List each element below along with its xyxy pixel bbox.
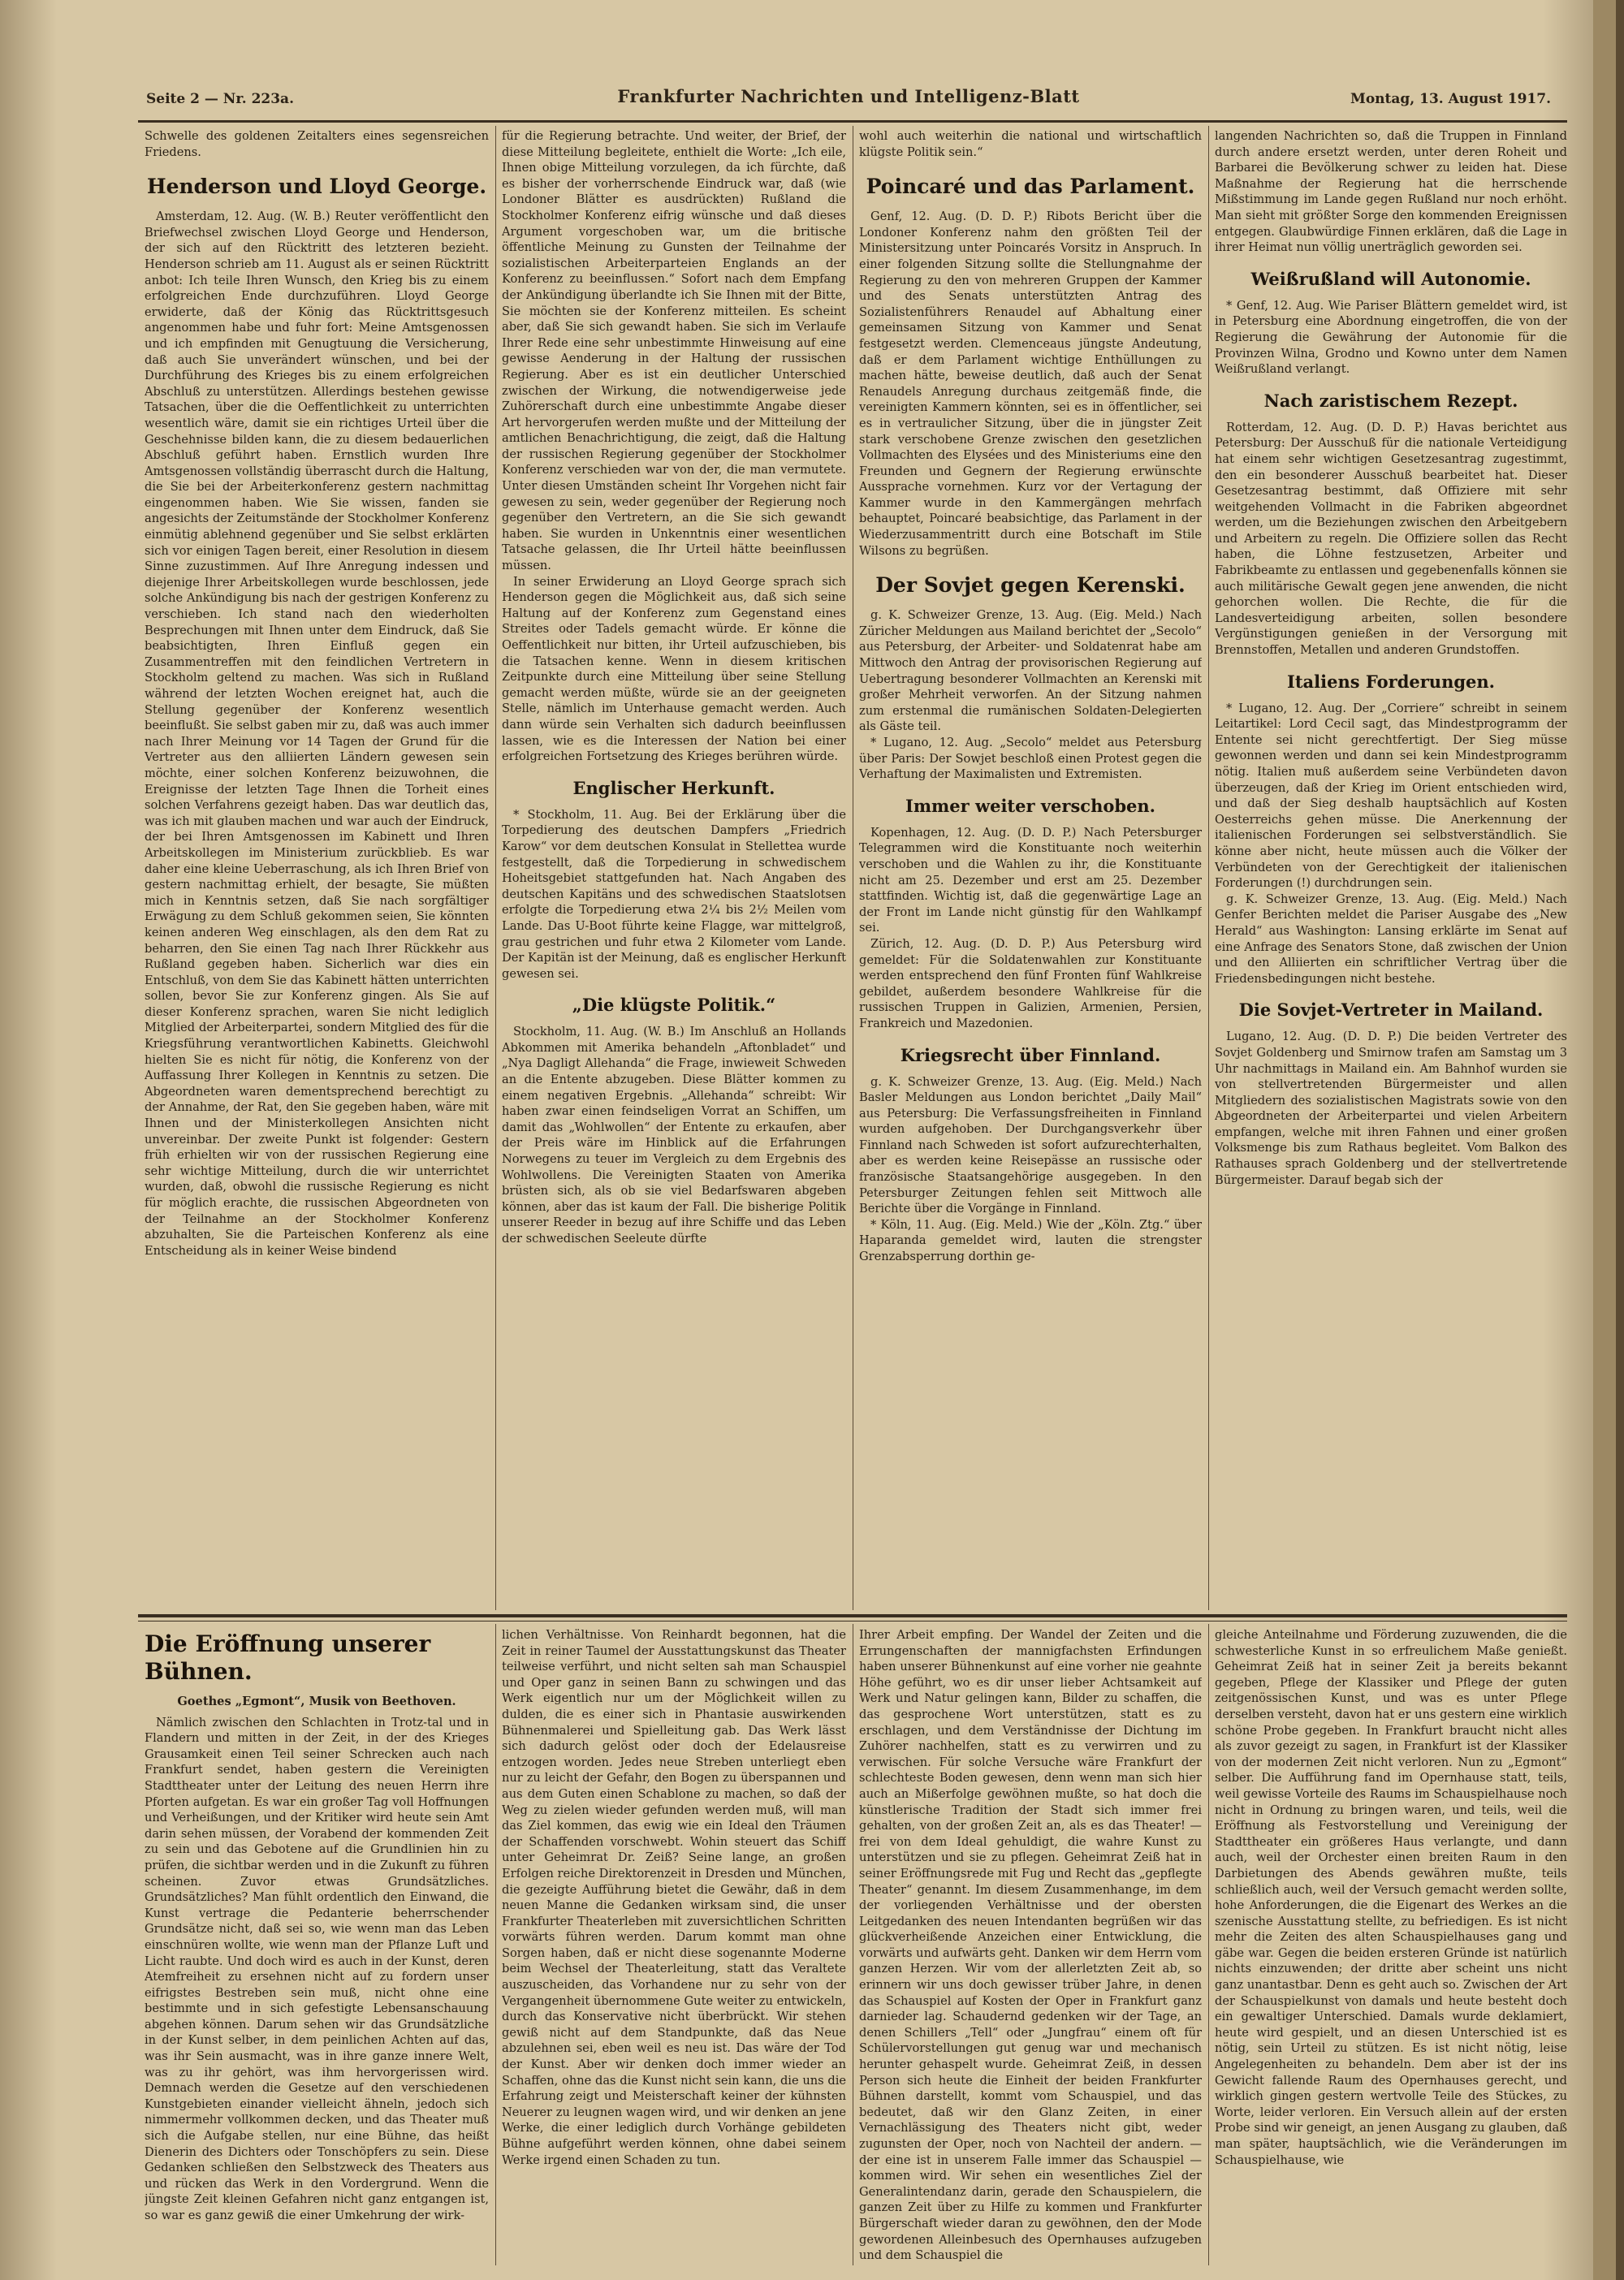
article-continuation: wohl auch weiterhin die national und wirtschaftlich klügste Politik sein.“	[859, 129, 1202, 159]
article-body: g. K. Schweizer Grenze, 13. Aug. (Eig. Meld.) Nach Züricher Meldungen aus Mailand berichtet der „Secolo“ aus Petersburg, der Arbeiter- und Soldatenrat habe am Mittwoch den Antrag der provisorischen Regierung auf Uebertragung besonderer Vollmachten an Kerenski mit großer Mehrheit verworfen. An der Sitzung nahmen zum erstenmal die rumänischen Soldaten-Delegierten als Gäste teil.	[859, 608, 1202, 734]
page-number: Seite 2 — Nr. 223a.	[146, 91, 294, 107]
article-body: * Lugano, 12. Aug. „Secolo“ meldet aus Petersburg über Paris: Der Sowjet beschloß einen Protest gegen die Verhaftung der Maximalisten und Extremisten.	[859, 736, 1202, 782]
column-3	[859, 128, 1202, 1613]
headline-poincare: Poincaré und das Parlament.	[866, 175, 1195, 199]
feuilleton-column-1	[145, 1627, 489, 2265]
article-body: * Stockholm, 11. Aug. Bei der Erklärung über die Torpedierung des deutschen Dampfers „Friedrich Karow“ vor dem deutschen Konsulat in Stellettea wurde festgestellt, daß die Torpedierung in schwedischem Hoheitsgebiet stattgefunden hat. Nach Angaben des deutschen Kapitäns und des schwedischen Staatslotsen erfolgte die Torpedierung etwa 2¼ bis 2½ Meilen vom Lande. Das U-Boot führte keine Flagge, war mittelgroß, grau gestrichen und fuhr etwa 2 Kilometer vom Lande. Der Kapitän ist der Meinung, daß es englischer Herkunft gewesen sei.	[502, 807, 846, 981]
masthead-title: Frankfurter Nachrichten und Intelligenz-Blatt	[617, 86, 1080, 106]
feuilleton-column-4	[1215, 1627, 1567, 2265]
column-4	[1215, 128, 1567, 1613]
article-body: In seiner Erwiderung an Lloyd George sprach sich Henderson gegen die Möglichkeit aus, daß sich seine Haltung auf der Konferenz zum Gegenstand eines Streites oder Tadels gemacht würde. Er könne die Oeffentlichkeit nur bitten, ihr Urteil aufzuschieben, bis die Tatsachen kenne. Wenn in diesem kritischen Zeitpunkte durch eine Mitteilung über seine Stellung gemacht werden müßte, würde sie an der geeigneten Stelle, nämlich im Unterhause gemacht werden. Auch dann würde sein Verhalten sich dadurch beeinflussen lassen, wie es die Interessen der Nation bei einer erfolgreichen Fortsetzung des Krieges berühren würde.	[502, 574, 846, 764]
article-body: Genf, 12. Aug. (D. D. P.) Ribots Bericht über die Londoner Konferenz nahm den größten Teil der Ministersitzung unter Poincarés Vorsitz in Anspruch. In einer folgenden Sitzung sollte die Stellungnahme der Regierung zu den von mehreren Gruppen der Kammer und des Senats unterstützten Antrag des Sozialistenführers Renaudel auf Abhaltung einer gemeinsamen Sitzung von Kammer und Senat festgesetzt werden. Clemenceaus jüngste Andeutung, daß er dem Parlament wichtige Enthüllungen zu machen hätte, beweise deutlich, daß auch der Senat Renaudels Anregung durchaus zeitgemäß finde, die vereinigten Kammern könnten, sei es in öffentlicher, sei es in vertraulicher Sitzung, über die in jüngster Zeit stark verschobene Grenze zwischen den gesetzlichen Vollmachten des Elysées und des Ministeriums eine den Freunden und Gegnern der Regierung erwünschte Aussprache vornehmen. Kurz vor der Vertagung der Kammer wurde in den Kammergängen mehrfach behauptet, Poincaré beabsichtige, das Parlament in der Wiederzusammentritt durch eine Botschaft im Stile Wilsons zu begrüßen.	[859, 209, 1202, 558]
headline-kriegsrecht: Kriegsrecht über Finnland.	[900, 1044, 1161, 1065]
headline-italien: Italiens Forderungen.	[1287, 671, 1495, 692]
header-rule	[138, 120, 1567, 123]
headline-henderson: Henderson und Lloyd George.	[146, 175, 487, 199]
article-continuation: Schwelle des goldenen Zeitalters eines segensreichen Friedens.	[145, 129, 489, 159]
column-rule	[495, 1624, 496, 2265]
article-body: * Lugano, 12. Aug. Der „Corriere“ schreibt in seinem Leitartikel: Lord Cecil sagt, das Mindestprogramm der Entente sei nicht gerechtfertigt. Der Sieg müsse gewonnen werden und dann sei kein Mindestprogramm nötig. Italien muß außerdem seine Verbündeten davon überzeugen, daß der Krieg im Orient entschieden wird, und daß der Sieg deshalb hauptsächlich auf Kosten Oesterreichs gehen müsse. Die Anerkennung der italienischen Forderungen sei selbstverständlich. Sie könne aber nicht, heute müssen auch die Völker der Verbündeten von der Gerechtigkeit der italienischen Forderungen (!) durchdrungen sein.	[1215, 701, 1567, 891]
feuilleton-column-2	[502, 1627, 846, 2265]
article-body: Stockholm, 11. Aug. (W. B.) Im Anschluß an Hollands Abkommen mit Amerika behandeln „Aftonbladet“ und „Nya Dagligt Allehanda“ die Frage, inwieweit Schweden an die Entente abzugeben. Diese Blätter kommen zu einem negativen Ergebnis. „Allehanda“ schreibt: Wir haben zwar einen feindseligen Vorrat an Schiffen, um damit das „Wohlwollen“ der Entente zu erkaufen, aber der Preis wäre im Hinblick auf die Erfahrungen Norwegens zu teuer im Vergleich zu dem Ergebnis des Wohlwollens. Die Vereinigten Staaten von Amerika brüsten sich, als ob sie viel Bedarfswaren abgeben können, aber das ist kaum der Fall. Die bisherige Politik unserer Reeder in bezug auf ihre Schiffe und das Leben der schwedischen Seeleute dürfte	[502, 1025, 846, 1246]
article-body: Rotterdam, 12. Aug. (D. D. P.) Havas berichtet aus Petersburg: Der Ausschuß für die nationale Verteidigung hat einem sehr wichtigen Gesetzesantrag zugestimmt, den ein besonderer Ausschuß bearbeitet hat. Dieser Gesetzesantrag bestimmt, daß Offiziere mit sehr weitgehenden Vollmacht in die Fabriken abgeordnet werden, um die Beziehungen zwischen den Arbeitgebern und Arbeitern zu regeln. Die Offiziere sollen das Recht haben, die Löhne festzusetzen, Arbeiter und Fabrikbeamte zu entlassen und gegebenenfalls können sie auch militärische Gewalt gegen jene anwenden, die nicht gehorchen wollen. Die Rechte, die für die Landesverteidigung arbeiten, sollen besondere Vergünstigungen genießen in der Versorgung mit Brennstoffen, Metallen und anderen Grundstoffen.	[1215, 420, 1567, 658]
article-body: g. K. Schweizer Grenze, 13. Aug. (Eig. Meld.) Nach Genfer Berichten meldet die Pariser Ausgabe des „New Herald“ aus Washington: Lansing erklärte im Senat auf eine Anfrage des Senators Stone, daß zwischen der Union und den Alliierten ein schriftlicher Vertrag über die Friedensbedingungen nicht bestehe.	[1215, 892, 1567, 986]
headline-sovjet-kerenski: Der Sovjet gegen Kerenski.	[875, 573, 1186, 598]
feuilleton-body: Nämlich zwischen den Schlachten in Trotz-tal und in Flandern und mitten in der Zeit, in der des Krieges Grausamkeit einen Teil seiner Schrecken auch nach Frankfurt sendet, haben gestern die Vereinigten Stadttheater unter der Leitung des neuen Herrn ihre Pforten aufgetan. Es war ein großer Tag voll Hoffnungen und Verheißungen, und der Kritiker wird heute sein Amt darin sehen müssen, der Vorabend der kommenden Zeit zu sein und das Gebotene auf die Grundlinien hin zu prüfen, die sichtbar werden und in die Zukunft zu führen scheinen. Zuvor etwas Grundsätzliches. Grundsätzliches? Man fühlt ordentlich den Einwand, die Kunst vertrage die Pedanterie beherrschender Grundsätze nicht, daß sei so, wie wenn man das Leben einschnüren wollte, wie wenn man der Pflanze Luft und Licht raubte. Und doch wird es auch in der Kunst, deren Atemfreiheit zu ersehnen nicht auf zu fordern unser eifrigstes Bestreben sein muß, nicht ohne eine bestimmte und in sich gefestigte Lebensanschauung abgehen können. Darum sehen wir das Grundsätzliche in der Kunst selber, in dem peinlichen Achten auf das, was ihr Sein ausmacht, was in ihre ganze innere Welt, was zu ihr gehört, was ihm hervorgerissen wird. Demnach werden die Gesetze auf den verschiedenen Kunstgebieten einander vielleicht ähneln, jedoch sich nimmermehr vollkommen decken, und das Theater muß sich die Aufgabe stellen, nur eine Bühne, das heißt Dienerin des Dichters oder Tonschöpfers zu sein. Diese Gedanken schließen den Selbstzweck des Theaters aus und rücken das Werk in den Vordergrund. Wenn die jüngste Zeit kleinen Gefahren nicht ganz entgangen ist, so war es ganz gewiß die einer Umkehrung der wirk-	[145, 1715, 489, 2222]
headline-englischer-herkunft: Englischer Herkunft.	[572, 777, 775, 798]
column-2	[502, 128, 846, 1613]
article-body: Amsterdam, 12. Aug. (W. B.) Reuter veröffentlicht den Briefwechsel zwischen Lloyd George und Henderson, der sich auf den Rücktritt des letzteren bezieht. Henderson schrieb am 11. August als er seinen Rücktritt anbot: Ich teile Ihren Wunsch, den Krieg bis zu einem erfolgreichen Ende durchzuführen. Lloyd George erwiderte, daß der König das Rücktrittsgesuch angenommen habe und fuhr fort: Meine Amtsgenossen und ich empfinden mit Genugtuung die Versicherung, daß auch Sie unverändert wünschen, und bei der Durchführung des Krieges bis zu einem erfolgreichen Abschluß zu unterstützen. Allerdings bestehen gewisse Tatsachen, über die die Oeffentlichkeit zu unterrichten wesentlich wäre, damit sie ein richtiges Urteil über die Geschehnisse bilden kann, die zu diesem bedauerlichen Abschluß geführt haben. Ernstlich wurden Ihre Amtsgenossen vollständig überrascht durch die Haltung, die Sie bei der Arbeiterkonferenz gestern nachmittag eingenommen haben. Wie Sie wissen, fanden sie angesichts der Zeitumstände der Stockholmer Konferenz einmütig ablehnend gegenüber und Sie selbst erklärten sich vor einigen Tagen bereit, einer Resolution in diesem Sinne zuzustimmen. Auf Ihre Anregung indessen und diejenige Ihrer Arbeitskollegen wurde beschlossen, jede solche Ankündigung bis nach der gestrigen Konferenz zu verschieben. Ich stand nach den wiederholten Besprechungen mit Ihnen unter dem Eindruck, daß Sie beabsichtigten, Ihren Einfluß gegen ein Zusammentreffen mit den feindlichen Vertretern in Stockholm geltend zu machen. Was sich in Rußland während der letzten Wochen ereignet hat, auch die Stellung gegenüber der Konferenz wesentlich beeinflußt. Sie selbst gaben mir zu, daß was auch immer nach Ihrer Meinung vor 14 Tagen der Grund für die Vertreter aus den alliierten Ländern gewesen sein möchte, einer solchen Konferenz beizuwohnen, die Ereignisse der letzten Tage Ihnen die Torheit eines solchen Verfahrens gezeigt haben. Das war deutlich das, was ich mit glauben machen und war auch der Eindruck, der bei Ihren Amtsgenossen im Kabinett und Ihren Arbeitskollegen im Ministerium zurückblieb. Es war daher eine kleine Ueberraschung, als ich Ihren Brief von gestern nachmittag erhielt, der besagte, Sie müßten mich in Kenntnis setzen, daß Sie nach sorgfältiger Erwägung zu dem Schluß gekommen seien, Sie könnten keinen anderen Weg einschlagen, als den dem Rat zu beharren, den Sie einen Tag nach Ihrer Rückkehr aus Rußland gegeben haben. Sicherlich war dies ein Entschluß, von dem Sie das Kabinett hätten unterrichten sollen, bevor Sie zur Konferenz gingen. Als Sie auf dieser Konferenz sprachen, waren Sie nicht lediglich Mitglied der Arbeiterpartei, sondern Mitglied des für die Kriegsführung verantwortlichen Kabinetts. Gleichwohl hielten Sie es nicht für nötig, die Konferenz von der Auffassung Ihrer Kollegen in Kenntnis zu setzen. Die Abgeordneten waren dementsprechend berechtigt zu der Annahme, der Rat, den Sie gegeben haben, wäre mit Ihnen und der Ministerkollegen Ansichten nicht unvereinbar. Der zweite Punkt ist folgender: Gestern früh erhielten wir von der russischen Regierung eine sehr wichtige Mitteilung, durch die wir unterrichtet wurden, daß, obwohl die russische Regierung es nicht für möglich erachte, die russischen Abgeordneten von der Teilnahme an der Stockholmer Konferenz abzuhalten, Sie die Parteischen Konferenz als eine Entscheidung als in keiner Weise bindend	[145, 209, 489, 1258]
feuilleton-body: gleiche Anteilnahme und Förderung zuzuwenden, die die schwesterliche Kunst in so erfreulichem Maße genießt. Geheimrat Zeiß hat in seiner Zeit ja bereits bekannt gegeben, Pflege der Klassiker und Pflege der guten zeitgenössischen Kunst, und was es unter Pflege derselben versteht, davon hat er uns gestern eine wirklich schöne Probe gegeben. In Frankfurt braucht nicht alles als zuvor gezeigt zu sagen, in Frankfurt ist der Klassiker von der modernen Zeit nicht verloren. Nun zu „Egmont“ selber. Die Aufführung fand im Opernhause statt, teils, weil gewisse Vorteile des Raums im Schauspielhause noch nicht in Ordnung zu bringen waren, und teils, weil die Eröffnung als Festvorstellung und Vereinigung der Stadttheater ein größeres Haus verlangte, und dann auch, weil der Orchester einen breiten Raum in den Darbietungen des Abends gewähren mußte, teils schließlich auch, weil der Versuch gemacht werden sollte, hohe Anforderungen, die die Eigenart des Werkes an die szenische Ausstattung stellte, zu befriedigen. Es ist nicht mehr die Zeiten des alten Schauspielhauses gang und gäbe war. Gegen die beiden ersteren Gründe ist natürlich nichts einzuwenden; der dritte aber scheint uns nicht ganz unantastbar. Denn es geht auch so. Zwischen der Art der Schauspielkunst von damals und heute besteht doch ein gewaltiger Unterschied. Damals wurde deklamiert, heute wird gespielt, und an diesen Unterschied ist es nötig, sein Urteil zu stützen. Es ist nicht nötig, leise Angelegenheiten zu behandeln. Dem aber ist der ins Gewicht fallende Raum des Opernhauses gerecht, und wirklich gingen gestern wertvolle Teile des Stückes, zu Worte, leider verloren. Ein Versuch allein auf der ersten Probe sind wir geneigt, an jenen Ausgang zu glauben, daß man später, hauptsächlich, wie die Veränderungen im Schauspielhause, wie	[1215, 1628, 1567, 2167]
headline-weissrussland: Weißrußland will Autonomie.	[1250, 268, 1531, 289]
article-body: Zürich, 12. Aug. (D. D. P.) Aus Petersburg wird gemeldet: Für die Soldatenwahlen zur Konstituante werden entsprechend den fünf Fronten fünf Wahlkreise gebildet, außerdem besondere Wahlkreise für die russischen Truppen in Galizien, Armenien, Persien, Frankreich und Mazedonien.	[859, 936, 1202, 1030]
feuilleton-column-3	[859, 1627, 1202, 2265]
issue-date: Montag, 13. August 1917.	[1350, 91, 1551, 107]
feuilleton-body: Ihrer Arbeit empfing. Der Wandel der Zeiten und die Errungenschaften der mannigfachsten Erfindungen haben unserer Bühnenkunst auf eine vorher nie geahnte Höhe geführt, wo es dir unser lieber Achtsamkeit auf Werk und Natur gelingen kann, Bilder zu schaffen, die das gesprochene Wort unterstützen, statt es zu erschlagen, und dem Verständnisse der Dichtung im Zuhörer nachhelfen, statt es zu verwirren und zu verwischen. Für solche Versuche wäre Frankfurt der schlechteste Boden gewesen, denn wenn man sich hier auch an Mißerfolge gewöhnen mußte, so hat doch die künstlerische Tradition der Stadt sich immer frei gehalten, von der großen Zeit an, als es das Theater! — frei von dem Ideal gehuldigt, die wahre Kunst zu unterstützen und sie zu pflegen. Geheimrat Zeiß hat in seiner Eröffnungsrede mit Fug und Recht das „gepflegte Theater“ genannt. Im diesem Zusammenhange, im dem der vorliegenden Verhältnisse und der obersten Leitgedanken des neuen Intendanten begrüßen wir das glückverheißende Anzeichen einer Entwicklung, die vorwärts und aufwärts geht. Danken wir dem Herrn vom ganzen Herzen. Wir vom der allerletzten Zeit ab, so erinnern wir uns doch gewisser trüber Jahre, in denen das Schauspiel auf Kosten der Oper in Frankfurt ganz darnieder lag. Schaudernd gedenken wir der Tage, an denen Schillers „Tell“ oder „Jungfrau“ einem oft für Schülervorstellungen gut genug war und mechanisch herunter gehaspelt wurde. Geheimrat Zeiß, in dessen Person sich heute die Einheit der beiden Frankfurter Bühnen darstellt, kommt vom Schauspiel, und das bedeutet, daß wir den Glanz Zeiten, in einer Vernachlässigung des Theaters nicht gibt, weder zugunsten der Oper, noch von Nachteil der andern. — der eine ist in unserem Falle immer das Schauspiel — kommen wird. Wir sehen ein wesentliches Ziel der Generalintendanz darin, gerade den Schauspielern, die ganzen Zeit über zu Hilfe zu kommen und Frankfurter Bürgerschaft wieder daran zu gewöhnen, den der Mode gewordenen Alleinbesuch des Opernhauses aufzugeben und dem Schauspiel die	[859, 1628, 1202, 2263]
headline-zaristisch: Nach zaristischem Rezept.	[1263, 390, 1518, 411]
column-rule	[1208, 126, 1209, 1610]
feuilleton-subtitle: Goethes „Egmont“, Musik von Beethoven.	[177, 1695, 456, 1708]
article-body: Kopenhagen, 12. Aug. (D. D. P.) Nach Petersburger Telegrammen wird die Konstituante noch weiterhin verschoben und die Wahlen zu ihr, die Konstituante nicht am 25. Dezember und erst am 25. Dezember stattfinden. Wichtig ist, daß die gegenwärtige Lage an der Front im Lande nicht günstig für den Wahlkampf sei.	[859, 825, 1202, 935]
column-rule	[1208, 1624, 1209, 2265]
headline-klugste-politik: „Die klügste Politik.“	[572, 995, 776, 1016]
page-header	[138, 84, 1559, 117]
page-edge	[1593, 0, 1616, 2280]
headline-sovjet-mailand: Die Sovjet-Vertreter in Mailand.	[1238, 1000, 1544, 1021]
feuilleton-title: Die Eröffnung unserer Bühnen.	[145, 1630, 431, 1685]
article-body: * Köln, 11. Aug. (Eig. Meld.) Wie der „Köln. Ztg.“ über Haparanda gemeldet wird, lauten die strengster Grenzabsperrung dorthin ge-	[859, 1217, 1202, 1264]
headline-immer-weiter: Immer weiter verschoben.	[905, 795, 1155, 816]
feuilleton-body: lichen Verhältnisse. Von Reinhardt begonnen, hat die Zeit in reiner Taumel der Ausstattungskunst das Theater teilweise verführt, und nicht selten sah man Schauspiel und Oper ganz in seinen Bann zu schwingen und das Werk eigentlich nur um der Möglichkeit willen zu dulden, die es einer sich in Phantasie auswirkenden Bühnenmalerei und Spielleitung gab. Das Werk lässt sich dadurch gelöst oder doch der Edelausreise entzogen worden. Jedes neue Streben unterliegt eben nur zu leicht der Gefahr, den Bogen zu überspannen und aus dem Guten einen Schablone zu machen, so daß der Weg zu zielen wieder gefunden werden muß, will man das Ziel kommen, das ewig wie ein Ideal den Träumen der Schaffenden vorschwebt. Wohin steuert das Schiff unter Geheimrat Dr. Zeiß? Seine lange, an großen Erfolgen reiche Direktorenzeit in Dresden und München, die gezeigte Aufführung bietet die Gewähr, daß in dem neuen Manne die Gedanken wirksam sind, die unser Frankfurter Theaterleben mit zuversichtlichen Schritten vorwärts führen werden. Darum kommt man ohne Sorgen haben, daß er nicht diese sogenannte Moderne beim Wechsel der Theaterleitung, statt das Veraltete auszuscheiden, das Vorhandene nur zu sehr von der Vergangenheit übernommene Gute weiter zu entwickeln, durch das Konservative nicht überbrückt. Wir stehen gewiß nicht auf dem Standpunkte, daß das Neue abzulehnen sei, eben weil es neu ist. Das wäre der Tod der Kunst. Aber wir denken doch immer wieder an Schaffen, ohne das die Kunst nicht sein kann, die uns die Erfahrung zeigt und Meisterschaft keiner der kühnsten Neuerer zu leugnen wagen wird, und wir denken an jene Werke, die einer lediglich durch Vorhänge gebildeten Bühne aufgeführt werden können, ohne dabei seinem Werke irgend einen Schaden zu tun.	[502, 1628, 846, 2167]
column-1	[145, 128, 489, 1613]
article-body: Lugano, 12. Aug. (D. D. P.) Die beiden Vertreter des Sovjet Goldenberg und Smirnow trafen am Samstag um 3 Uhr nachmittags in Mailand ein. Am Bahnhof wurden sie von stellvertretenden Bürgermeister und allen Mitgliedern des sozialistischen Magistrats sowie von den Abgeordneten der Arbeiterpartei und vielen Arbeitern empfangen, welche mit ihren Fahnen und einer großen Volksmenge bis zum Rathaus begleitet. Vom Balkon des Rathauses sprach Goldenberg und der stellvertretende Bürgermeister. Darauf begab sich der	[1215, 1030, 1567, 1187]
column-rule	[495, 126, 496, 1610]
article-continuation: langenden Nachrichten so, daß die Truppen in Finnland durch andere ersetzt werden, unter deren Roheit und Barbarei die Bevölkerung schwer zu leiden hat. Diese Maßnahme der Regierung hat die herrschende Mißstimmung im Lande gegen Rußland nur noch erhöht. Man sieht mit größter Sorge den kommenden Ereignissen entgegen. Glaubwürdige Finnen erklären, daß die Lage in ihrer Heimat nun völlig unerträglich geworden sei.	[1215, 129, 1567, 255]
article-body: für die Regierung betrachte. Und weiter, der Brief, der diese Mitteilung begleitete, enthielt die Worte: „Ich eile, Ihnen obige Mitteilung vorzulegen, da ich fürchte, daß es bisher der vorherrschende Eindruck war, daß (wie Londoner Blätter es ausdrückten) Rußland die Stockholmer Konferenz eifrig wünsche und daß dieses Argument vorgeschoben war, um die britische öffentliche Meinung zu Gunsten der Teilnahme der sozialistischen Arbeiterparteien Englands an der Konferenz zu beeinflussen.“ Sofort nach dem Empfang der Ankündigung überlandte ich Sie Ihnen mit der Bitte, Sie möchten sie der Konferenz mitteilen. Es scheint aber, daß Sie sich gewandt haben. Sie sich im Verlaufe Ihrer Rede eine sehr unbestimmte Hinweisung auf eine gewisse Aenderung in der Haltung der russischen Regierung. Aber es ist ein deutlicher Unterschied zwischen der Wirkung, die notwendigerweise jede Zuhörerschaft durch eine unbestimmte Angabe dieser Art hervorgerufen werden mußte und der Mitteilung der amtlichen Benachrichtigung, die zeigt, daß die Haltung der russischen Regierung gegenüber der Stockholmer Konferenz verschieden war von der, die man vermutete. Unter diesen Umständen scheint Ihr Vorgehen nicht fair gewesen zu sein, weder gegenüber der Regierung noch gegenüber den Vertretern, an die Sie sich gewandt haben. Sie wurden in Unkenntnis einer wesentlichen Tatsache gelassen, die Ihr Urteil hätte beeinflussen müssen.	[502, 129, 846, 573]
feuilleton-rule	[138, 1614, 1567, 1617]
article-body: * Genf, 12. Aug. Wie Pariser Blättern gemeldet wird, ist in Petersburg eine Abordnung eingetroffen, die von der Regierung die Gewährung der Autonomie für die Provinzen Wilna, Grodno und Kowno unter dem Namen Weißrußland verlangt.	[1215, 298, 1567, 377]
article-body: g. K. Schweizer Grenze, 13. Aug. (Eig. Meld.) Nach Basler Meldungen aus London berichtet „Daily Mail“ aus Petersburg: Die Verfassungsfreiheiten in Finnland wurden aufgehoben. Der Durchgangsverkehr über Finnland nach Schweden ist sofort aufzurechterhalten, aber es werden keine Reisepässe an russische oder französische Staatsangehörige ausgegeben. In den Petersburger Zeitungen fehlen seit Mittwoch alle Berichte über die Vorgänge in Finnland.	[859, 1074, 1202, 1216]
